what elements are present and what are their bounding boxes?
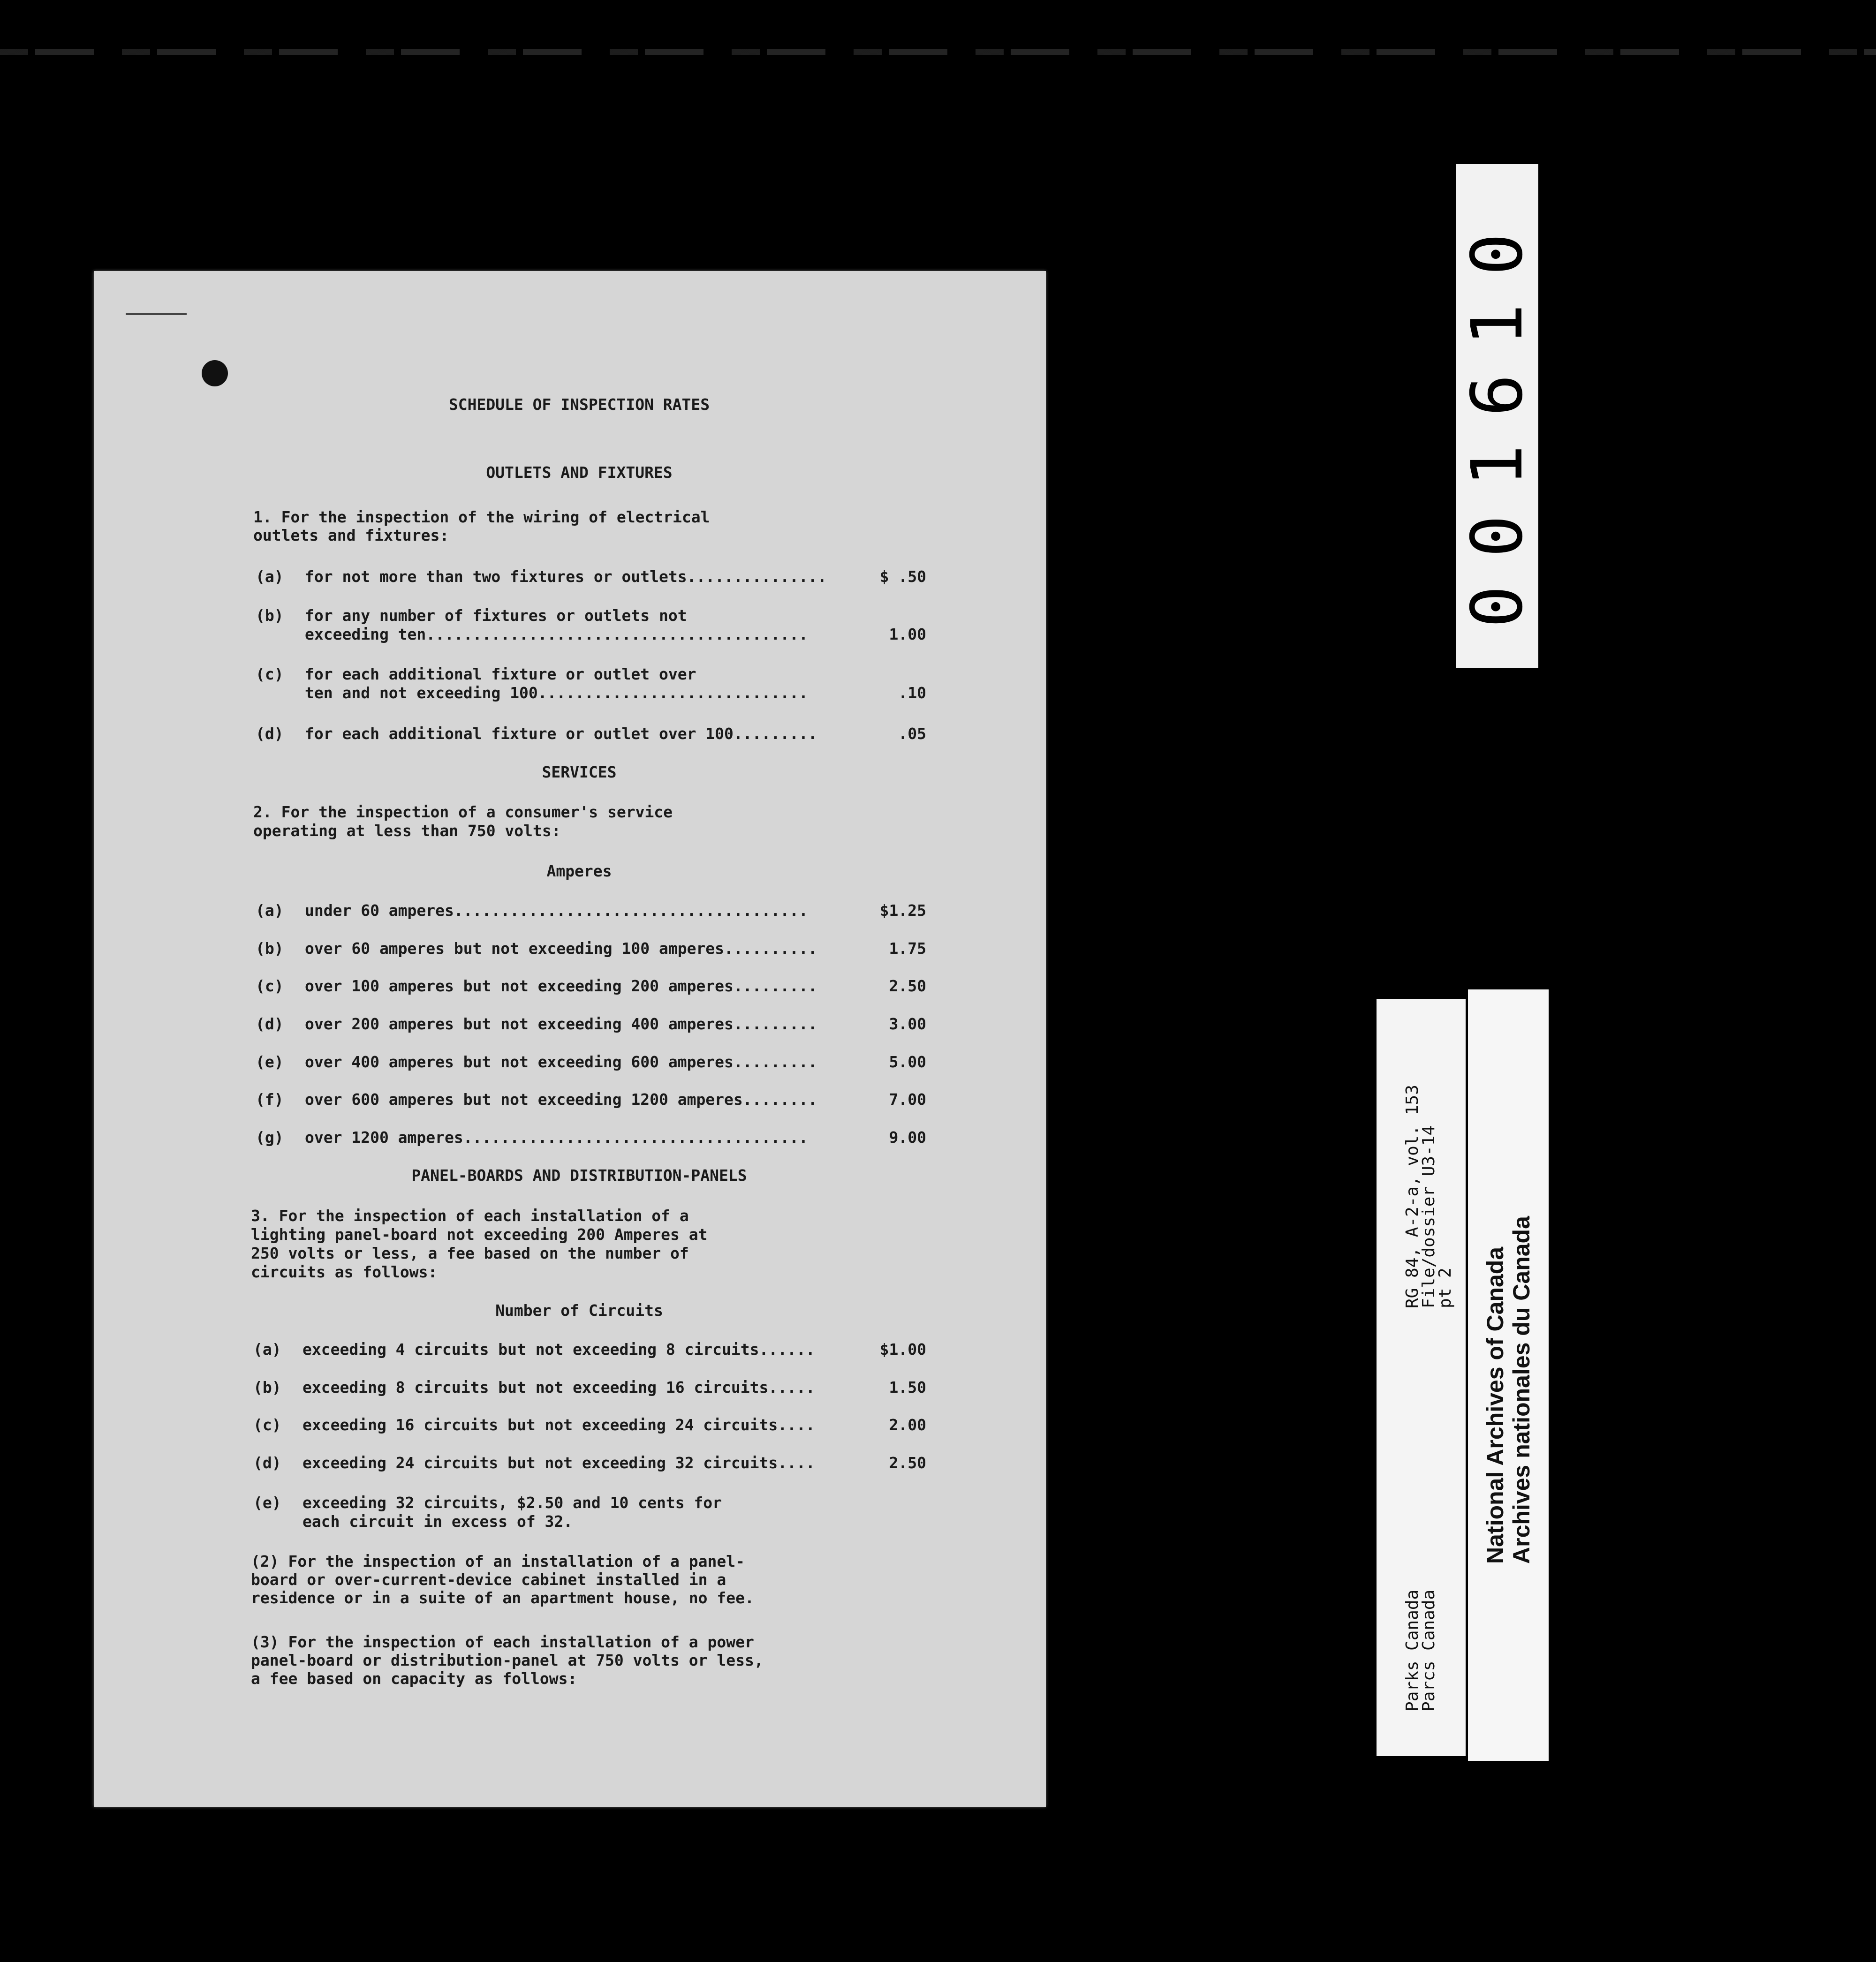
archives-name-en: National Archives of Canada xyxy=(1482,1246,1508,1564)
list-item xyxy=(256,665,959,707)
list-item xyxy=(256,939,959,963)
list-item xyxy=(256,977,959,1000)
list-item xyxy=(256,606,959,649)
item-label: (b) xyxy=(256,606,284,625)
item-text: under 60 amperes...................................... xyxy=(305,901,808,920)
subsection3-line3: a fee based on capacity as follows: xyxy=(251,1669,577,1688)
list-item xyxy=(253,1494,957,1536)
item-amount: 7.00 xyxy=(889,1090,926,1109)
file-number: 001610 xyxy=(1456,204,1538,628)
section2-intro-line1: 2. For the inspection of a consumer's service xyxy=(253,803,673,821)
page-title: SCHEDULE OF INSPECTION RATES xyxy=(448,395,710,414)
subheading-amperes: Amperes xyxy=(546,862,612,880)
subsection3-line1: (3) For the inspection of each installation of a power xyxy=(251,1633,754,1651)
item-text-cont: ten and not exceeding 100............................. xyxy=(305,684,808,702)
item-text: for each additional fixture or outlet over 100......... xyxy=(305,724,817,743)
section3-intro-line3: 250 volts or less, a fee based on the number of xyxy=(251,1244,689,1262)
file-number-strip xyxy=(1456,164,1538,668)
item-text: over 1200 amperes..................................... xyxy=(305,1128,808,1147)
item-label: (a) xyxy=(253,1340,281,1358)
list-item xyxy=(253,1416,957,1439)
subsection2-line3: residence or in a suite of an apartment house, no fee. xyxy=(251,1589,754,1607)
item-label: (a) xyxy=(256,567,284,586)
item-label: (b) xyxy=(256,939,284,958)
item-text: over 200 amperes but not exceeding 400 amperes......... xyxy=(305,1015,817,1033)
list-item xyxy=(256,1053,959,1076)
section-heading-services: SERVICES xyxy=(542,763,617,781)
section-heading-panel-boards: PANEL-BOARDS AND DISTRIBUTION-PANELS xyxy=(411,1166,747,1185)
reference-label xyxy=(1377,999,1466,1756)
section2-intro-line2: operating at less than 750 volts: xyxy=(253,822,561,840)
section3-intro-line4: circuits as follows: xyxy=(251,1263,438,1281)
scan-edge xyxy=(0,49,1876,55)
item-amount: 2.50 xyxy=(889,1454,926,1472)
list-item xyxy=(253,1454,957,1477)
item-amount: 1.50 xyxy=(889,1378,926,1396)
list-item xyxy=(256,1128,959,1152)
item-text: exceeding 8 circuits but not exceeding 16 circuits..... xyxy=(303,1378,815,1396)
section3-intro-line1: 3. For the inspection of each installation of a xyxy=(251,1207,689,1225)
reference-line2: File/dossier U3-14 xyxy=(1419,1125,1438,1308)
item-amount: .05 xyxy=(898,724,926,743)
list-item xyxy=(256,1015,959,1038)
item-amount: 9.00 xyxy=(889,1128,926,1147)
punch-hole xyxy=(202,360,228,386)
list-item xyxy=(253,1378,957,1402)
item-amount: $1.00 xyxy=(879,1340,926,1358)
parks-canada-fr: Parcs Canada xyxy=(1419,1589,1438,1712)
item-text: over 60 amperes but not exceeding 100 amperes.......... xyxy=(305,939,817,958)
item-label: (f) xyxy=(256,1090,284,1109)
item-amount: 5.00 xyxy=(889,1053,926,1071)
pencil-mark xyxy=(126,313,187,319)
item-amount: 2.00 xyxy=(889,1416,926,1434)
section1-intro-line2: outlets and fixtures: xyxy=(253,526,449,544)
item-text: exceeding 16 circuits but not exceeding 24 circuits.... xyxy=(303,1416,815,1434)
list-item xyxy=(256,901,959,925)
item-label: (c) xyxy=(253,1416,281,1434)
item-label: (d) xyxy=(256,1015,284,1033)
archives-label xyxy=(1468,989,1549,1761)
item-label: (c) xyxy=(256,665,284,683)
list-item xyxy=(256,567,959,591)
item-text: for not more than two fixtures or outlets............... xyxy=(305,567,827,586)
section-heading-outlets: OUTLETS AND FIXTURES xyxy=(486,463,673,482)
item-amount: $ .50 xyxy=(879,567,926,586)
item-text: over 400 amperes but not exceeding 600 amperes......... xyxy=(305,1053,817,1071)
section1-intro-line1: 1. For the inspection of the wiring of electrical xyxy=(253,508,710,526)
item-text: exceeding 32 circuits, $2.50 and 10 cents for xyxy=(303,1494,722,1512)
subsection2-line2: board or over-current-device cabinet installed in a xyxy=(251,1570,726,1589)
list-item xyxy=(253,1340,957,1364)
item-amount: $1.25 xyxy=(879,901,926,920)
subheading-number-of-circuits: Number of Circuits xyxy=(495,1301,663,1320)
item-amount: 1.00 xyxy=(889,625,926,643)
item-label: (c) xyxy=(256,977,284,995)
item-amount: 1.75 xyxy=(889,939,926,958)
item-label: (a) xyxy=(256,901,284,920)
item-text-cont: each circuit in excess of 32. xyxy=(303,1512,573,1531)
item-label: (g) xyxy=(256,1128,284,1147)
list-item xyxy=(256,724,959,748)
list-item xyxy=(256,1090,959,1114)
item-text-cont: exceeding ten......................................... xyxy=(305,625,808,643)
item-text: for each additional fixture or outlet over xyxy=(305,665,696,683)
item-text: for any number of fixtures or outlets not xyxy=(305,606,687,625)
item-amount: 2.50 xyxy=(889,977,926,995)
subsection3-line2: panel-board or distribution-panel at 750 volts or less, xyxy=(251,1651,764,1669)
item-label: (d) xyxy=(253,1454,281,1472)
section3-intro-line2: lighting panel-board not exceeding 200 Amperes at xyxy=(251,1225,708,1244)
reference-line1: RG 84, A-2-a, vol. 153 xyxy=(1403,1085,1422,1308)
archives-name-fr: Archives nationales du Canada xyxy=(1508,1216,1535,1564)
item-text: over 100 amperes but not exceeding 200 amperes......... xyxy=(305,977,817,995)
item-text: over 600 amperes but not exceeding 1200 amperes........ xyxy=(305,1090,817,1109)
item-text: exceeding 4 circuits but not exceeding 8 circuits...... xyxy=(303,1340,815,1358)
item-text: exceeding 24 circuits but not exceeding 32 circuits.... xyxy=(303,1454,815,1472)
item-amount: 3.00 xyxy=(889,1015,926,1033)
item-label: (d) xyxy=(256,724,284,743)
item-label: (e) xyxy=(256,1053,284,1071)
subsection2-line1: (2) For the inspection of an installation of a panel- xyxy=(251,1552,745,1570)
item-amount: .10 xyxy=(898,684,926,702)
reference-line3: pt 2 xyxy=(1436,1268,1455,1308)
item-label: (e) xyxy=(253,1494,281,1512)
parks-canada-en: Parks Canada xyxy=(1403,1589,1422,1712)
item-label: (b) xyxy=(253,1378,281,1396)
